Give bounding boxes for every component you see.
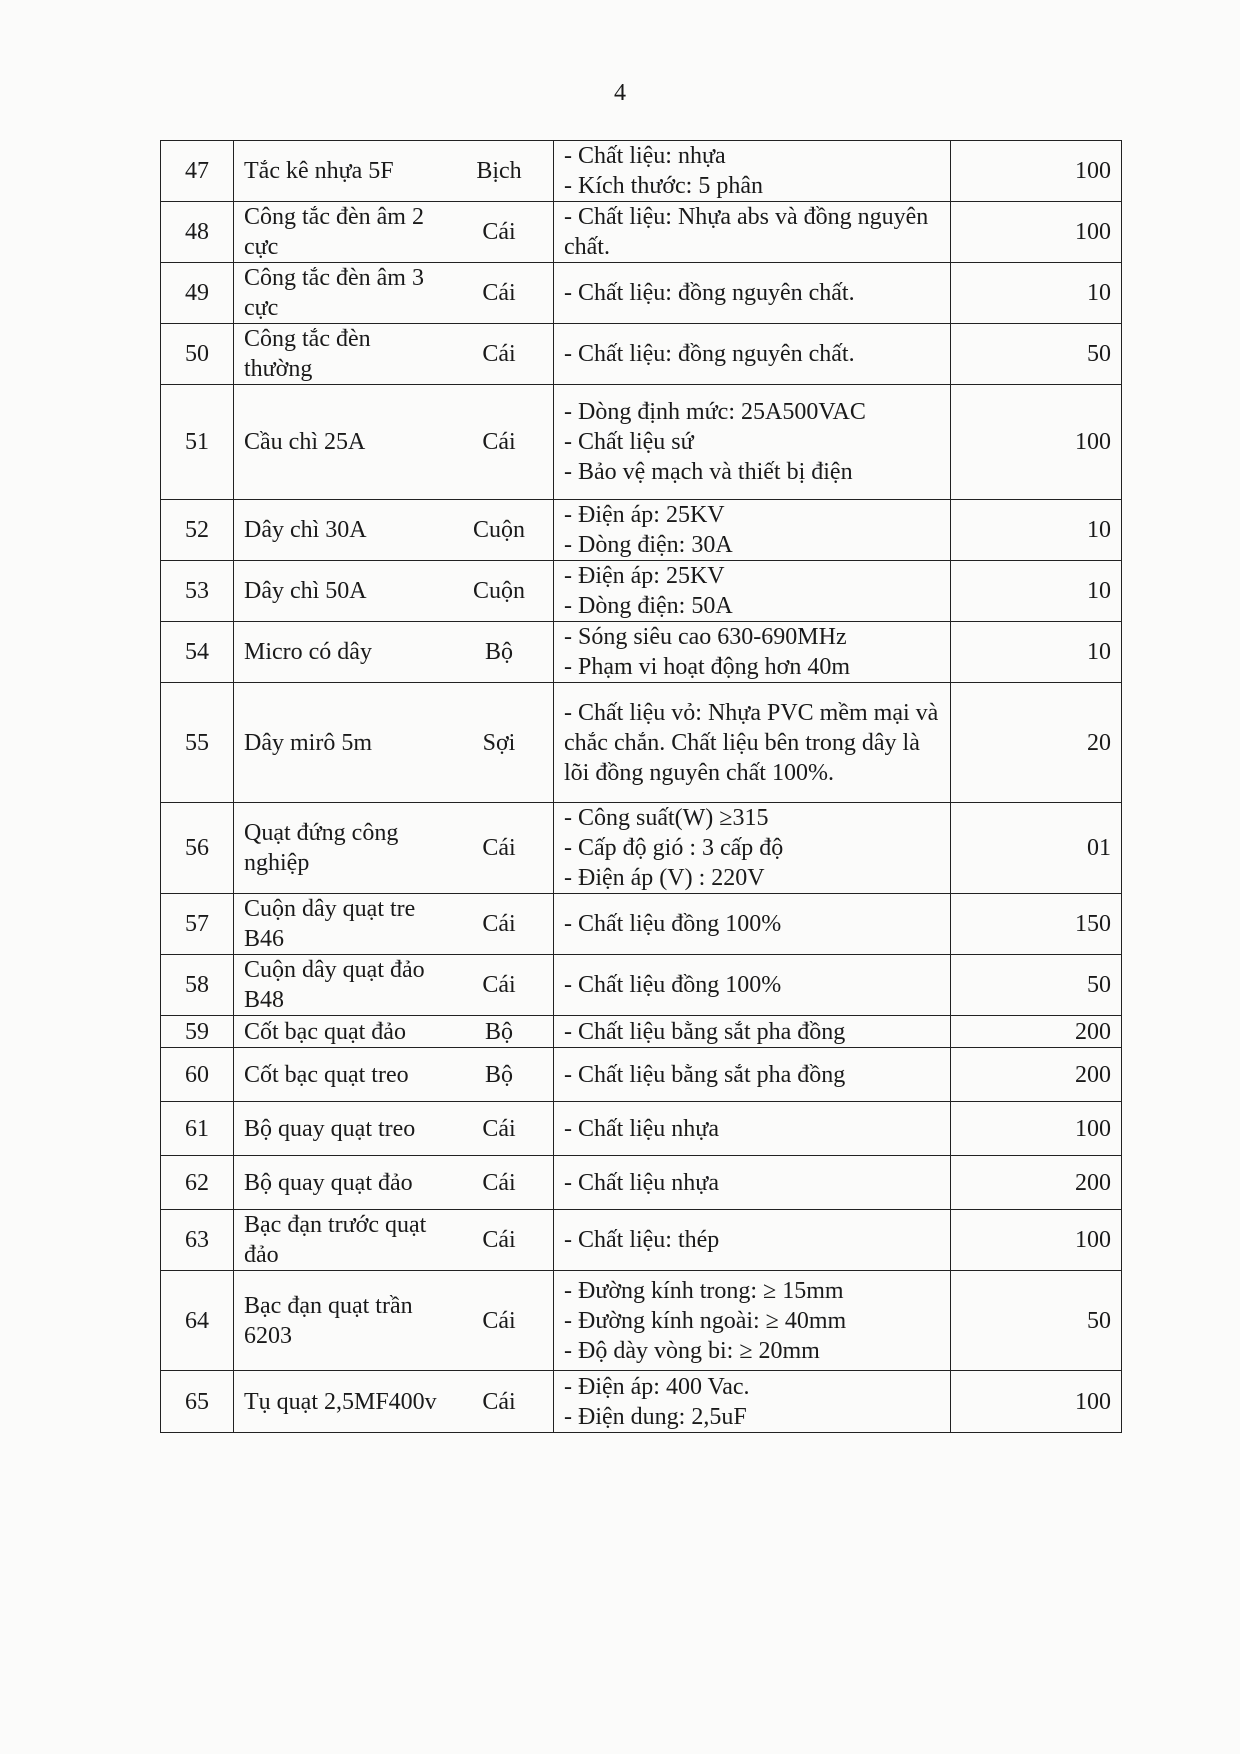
- item-unit: Bịch: [476, 158, 522, 184]
- item-name-unit-cell: [234, 1102, 554, 1156]
- table-body: [161, 141, 1122, 1433]
- row-number: 58: [161, 955, 234, 1016]
- item-quantity: 10: [951, 622, 1122, 683]
- item-spec: [554, 1016, 951, 1048]
- item-spec: [554, 1048, 951, 1102]
- item-name-unit-cell: [234, 955, 554, 1016]
- item-unit: Cuộn: [472, 517, 525, 543]
- item-name-unit-cell: [234, 894, 554, 955]
- item-quantity: 100: [951, 1102, 1122, 1156]
- spec-line: - Đường kính ngoài: ≥ 40mm: [564, 1307, 847, 1334]
- item-unit: Cái: [482, 972, 516, 998]
- table-row: [161, 1210, 1122, 1271]
- spec-line: - Bảo vệ mạch và thiết bị điện: [564, 459, 853, 485]
- spec-line: - Chất liệu: Nhựa abs và đồng nguyên chất.: [564, 204, 929, 260]
- item-quantity: 50: [951, 324, 1122, 385]
- item-name-unit-cell: [234, 263, 554, 324]
- item-spec: [554, 1371, 951, 1433]
- spec-line: - Dòng điện: 50A: [564, 593, 733, 619]
- item-name: Quạt đứng công nghiệp: [244, 820, 399, 876]
- spec-line: - Chất liệu đồng 100%: [564, 911, 782, 937]
- item-quantity: 01: [951, 803, 1122, 894]
- item-unit: Bộ: [484, 1018, 513, 1045]
- spec-line: - Điện áp: 25KV: [564, 563, 725, 589]
- item-quantity: 50: [951, 1271, 1122, 1371]
- row-number: 51: [161, 385, 234, 500]
- spec-line: - Độ dày vòng bi: ≥ 20mm: [564, 1337, 820, 1364]
- item-name-unit-cell: [234, 385, 554, 500]
- spec-line: - Công suất(W) ≥315: [564, 805, 769, 831]
- item-quantity: 10: [951, 500, 1122, 561]
- item-name-unit-cell: [234, 202, 554, 263]
- table-row: [161, 263, 1122, 324]
- item-spec: [554, 202, 951, 263]
- row-number: 47: [161, 141, 234, 202]
- item-quantity: 100: [951, 385, 1122, 500]
- table-row: [161, 1156, 1122, 1210]
- table-row: [161, 803, 1122, 894]
- item-name-unit-cell: [234, 1271, 554, 1371]
- row-number: 59: [161, 1016, 234, 1048]
- item-quantity: 100: [951, 1371, 1122, 1433]
- table-row: [161, 1102, 1122, 1156]
- item-unit: Cái: [482, 219, 516, 245]
- item-name-unit-cell: [234, 561, 554, 622]
- spec-line: - Chất liệu nhựa: [564, 1115, 719, 1142]
- item-name: Tụ quạt 2,5MF400v: [244, 1388, 437, 1415]
- row-number: 54: [161, 622, 234, 683]
- item-name-unit-cell: [234, 622, 554, 683]
- item-name-unit-cell: [234, 683, 554, 803]
- spec-line: - Kích thước: 5 phân: [564, 173, 763, 199]
- item-quantity: 150: [951, 894, 1122, 955]
- spec-line: - Sóng siêu cao 630-690MHz: [564, 624, 847, 650]
- item-name-unit-cell: [234, 1016, 554, 1048]
- table-row: [161, 1016, 1122, 1048]
- item-name: Tắc kê nhựa 5F: [244, 158, 394, 184]
- spec-line: - Chất liệu: nhựa: [564, 143, 726, 169]
- item-unit: Bộ: [484, 1061, 513, 1088]
- spec-line: - Dòng định mức: 25A500VAC: [564, 399, 866, 425]
- item-spec: [554, 1271, 951, 1371]
- item-name-unit-cell: [234, 1156, 554, 1210]
- item-unit: Cái: [482, 1388, 516, 1415]
- spec-line: - Chất liệu: thép: [564, 1227, 720, 1253]
- row-number: 48: [161, 202, 234, 263]
- item-name: Cuộn dây quạt tre B46: [244, 896, 416, 952]
- spec-line: - Chất liệu sứ: [564, 429, 694, 455]
- item-unit: Cái: [482, 280, 516, 306]
- table-row: [161, 385, 1122, 500]
- row-number: 63: [161, 1210, 234, 1271]
- item-name: Cầu chì 25A: [244, 429, 366, 455]
- row-number: 64: [161, 1271, 234, 1371]
- table-row: [161, 141, 1122, 202]
- row-number: 61: [161, 1102, 234, 1156]
- item-spec: [554, 622, 951, 683]
- item-quantity: 100: [951, 1210, 1122, 1271]
- item-spec: [554, 263, 951, 324]
- spec-line: - Chất liệu đồng 100%: [564, 972, 782, 998]
- item-name: Micro có dây: [244, 639, 372, 665]
- item-quantity: 20: [951, 683, 1122, 803]
- item-name: Công tắc đèn âm 3 cực: [244, 265, 424, 321]
- spec-line: - Phạm vi hoạt động hơn 40m: [564, 654, 851, 680]
- row-number: 62: [161, 1156, 234, 1210]
- item-name: Cốt bạc quạt đảo: [244, 1018, 406, 1045]
- item-name-unit-cell: [234, 1048, 554, 1102]
- row-number: 55: [161, 683, 234, 803]
- spec-line: - Đường kính trong: ≥ 15mm: [564, 1277, 844, 1304]
- item-name: Cuộn dây quạt đảo B48: [244, 957, 425, 1013]
- item-name: Bộ quay quạt đảo: [244, 1169, 413, 1196]
- spec-line: - Điện dung: 2,5uF: [564, 1403, 747, 1430]
- spec-line: - Điện áp: 25KV: [564, 502, 725, 528]
- item-unit: Cái: [482, 1115, 516, 1142]
- item-spec: [554, 141, 951, 202]
- item-name: Dây chì 30A: [244, 517, 367, 543]
- item-name-unit-cell: [234, 141, 554, 202]
- item-quantity: 200: [951, 1016, 1122, 1048]
- item-unit: Cái: [482, 911, 516, 937]
- equipment-table: [160, 140, 1122, 1433]
- item-unit: Cái: [482, 1227, 516, 1253]
- page-number: 4: [614, 80, 626, 106]
- spec-line: - Chất liệu: đồng nguyên chất.: [564, 280, 855, 306]
- item-unit: Cuộn: [472, 578, 525, 604]
- item-unit: Cái: [482, 835, 516, 861]
- row-number: 50: [161, 324, 234, 385]
- row-number: 53: [161, 561, 234, 622]
- item-name-unit-cell: [234, 324, 554, 385]
- item-spec: [554, 894, 951, 955]
- item-name: Công tắc đèn âm 2 cực: [244, 204, 424, 260]
- item-quantity: 200: [951, 1156, 1122, 1210]
- item-spec: [554, 683, 951, 803]
- item-spec: [554, 803, 951, 894]
- item-quantity: 10: [951, 263, 1122, 324]
- table-row: [161, 1271, 1122, 1371]
- table-row: [161, 202, 1122, 263]
- table-row: [161, 622, 1122, 683]
- item-unit: Sợi: [482, 729, 516, 756]
- spec-line: - Cấp độ gió : 3 cấp độ: [564, 835, 784, 861]
- spec-line: - Điện áp: 400 Vac.: [564, 1373, 750, 1400]
- item-unit: Cái: [482, 429, 516, 455]
- item-quantity: 200: [951, 1048, 1122, 1102]
- item-name-unit-cell: [234, 1210, 554, 1271]
- row-number: 65: [161, 1371, 234, 1433]
- row-number: 60: [161, 1048, 234, 1102]
- table-row: [161, 500, 1122, 561]
- item-quantity: 50: [951, 955, 1122, 1016]
- item-name: Bạc đạn trước quạt đảo: [244, 1212, 427, 1268]
- item-unit: Bộ: [484, 639, 513, 665]
- item-unit: Cái: [482, 1169, 516, 1196]
- item-spec: [554, 385, 951, 500]
- spec-line: - Chất liệu nhựa: [564, 1169, 719, 1196]
- item-spec: [554, 1156, 951, 1210]
- item-name: Cốt bạc quạt treo: [244, 1061, 409, 1088]
- item-spec: [554, 1210, 951, 1271]
- item-name-unit-cell: [234, 803, 554, 894]
- table-row: [161, 1048, 1122, 1102]
- row-number: 49: [161, 263, 234, 324]
- item-quantity: 10: [951, 561, 1122, 622]
- item-name-unit-cell: [234, 500, 554, 561]
- table-row: [161, 955, 1122, 1016]
- table-row: [161, 894, 1122, 955]
- table-row: [161, 561, 1122, 622]
- item-name: Dây chì 50A: [244, 578, 367, 604]
- row-number: 57: [161, 894, 234, 955]
- row-number: 52: [161, 500, 234, 561]
- item-name-unit-cell: [234, 1371, 554, 1433]
- spec-line: - Chất liệu vỏ: Nhựa PVC mềm mại và chắc chắn. Chất liệu bên trong dây là lõi đồng nguyên chất 100%.: [564, 699, 939, 786]
- table-row: [161, 324, 1122, 385]
- item-spec: [554, 561, 951, 622]
- item-name: Dây mirô 5m: [244, 729, 372, 756]
- row-number: 56: [161, 803, 234, 894]
- item-quantity: 100: [951, 202, 1122, 263]
- item-spec: [554, 500, 951, 561]
- spec-line: - Điện áp (V) : 220V: [564, 865, 765, 891]
- item-spec: [554, 955, 951, 1016]
- item-spec: [554, 1102, 951, 1156]
- item-name: Bạc đạn quạt trần 6203: [244, 1292, 413, 1349]
- item-unit: Cái: [482, 341, 516, 367]
- spec-line: - Dòng điện: 30A: [564, 532, 733, 558]
- spec-line: - Chất liệu: đồng nguyên chất.: [564, 341, 855, 367]
- table-row: [161, 1371, 1122, 1433]
- item-name: Bộ quay quạt treo: [244, 1115, 416, 1142]
- table-row: [161, 683, 1122, 803]
- item-unit: Cái: [482, 1307, 516, 1334]
- spec-line: - Chất liệu bằng sắt pha đồng: [564, 1061, 846, 1088]
- item-name: Công tắc đèn thường: [244, 326, 371, 382]
- item-quantity: 100: [951, 141, 1122, 202]
- spec-line: - Chất liệu bằng sắt pha đồng: [564, 1018, 846, 1045]
- item-spec: [554, 324, 951, 385]
